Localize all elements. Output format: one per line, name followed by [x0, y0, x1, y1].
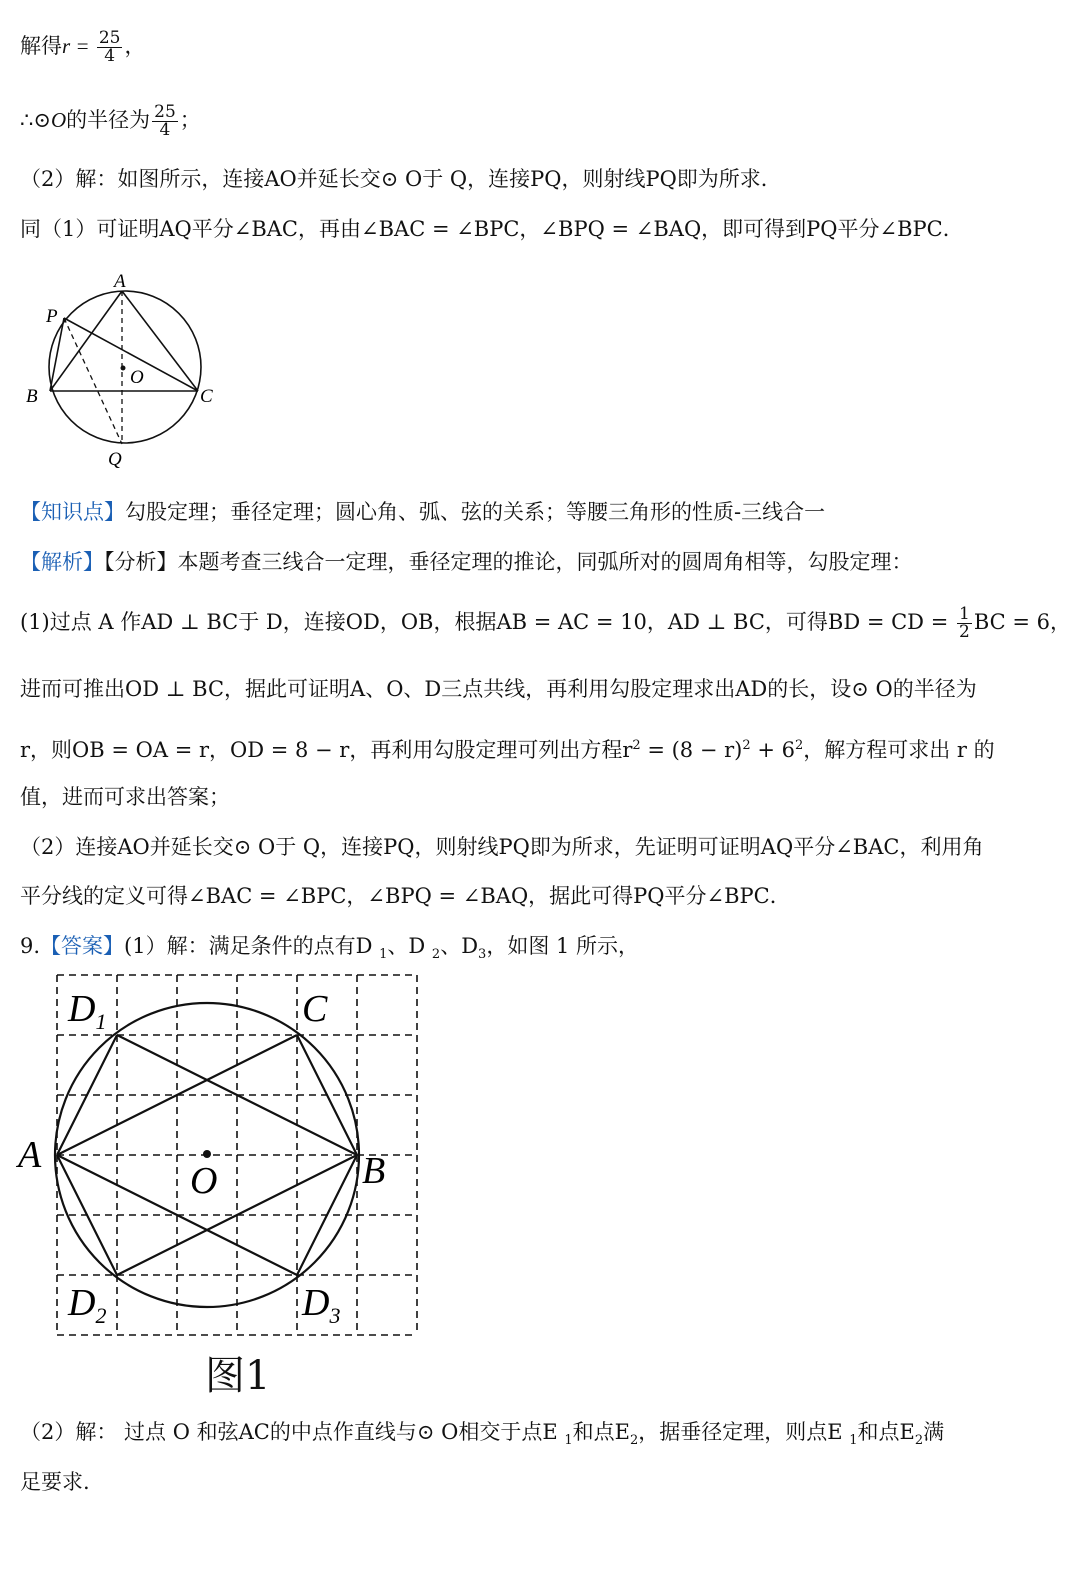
- line-radius: ∴⊙O的半径为 $\frac{25}{4}$ ；: [20, 102, 201, 140]
- fraction: $\frac{25}{4}$: [98, 28, 121, 66]
- label-D1: $D_1$: [68, 988, 107, 1034]
- fraction: $\frac{25}{4}$: [154, 102, 176, 140]
- label-O: O: [190, 1160, 218, 1202]
- label-C: C: [200, 386, 213, 407]
- line-r-value: 解得r = $\frac{25}{4}$ ，: [20, 28, 146, 66]
- label-Q: Q: [108, 449, 122, 470]
- label-C: C: [302, 988, 328, 1030]
- analysis-part1-line3: r，则OB = OA = r，OD = 8 − r，再利用勾股定理可列出方程$r^2 = (8 - r)^2 + 6^2$，解方程可求出 r 的: [20, 738, 995, 762]
- line-part2-proof: 同（1）可证明AQ平分∠BAC，再由∠BAC = ∠BPC，∠BPQ = ∠BAQ，即可得到PQ平分∠BPC．: [20, 217, 964, 241]
- circle-figure-1: [20, 268, 230, 474]
- figure-caption: 图1: [205, 1353, 271, 1399]
- label-P: P: [46, 306, 58, 327]
- label-B: B: [362, 1150, 386, 1192]
- question-9-part2-line1: （2）解： 过点 O 和弦AC的中点作直线与⊙ O相交于点E $_1$和点$E_2$，据垂径定理，则点E $_1$和点$E_2$满: [20, 1420, 945, 1449]
- analysis-part1-line2: 进而可推出OD ⊥ BC，据此可证明A、O、D三点共线，再利用勾股定理求出AD的长，设⊙ O的半径为: [20, 677, 977, 701]
- knowledge-points: 【知识点】勾股定理；垂径定理；圆心角、弧、弦的关系；等腰三角形的性质-三线合一: [20, 500, 826, 524]
- question-9-part2-line2: 足要求.: [20, 1470, 90, 1494]
- line-part2-solution: （2）解：如图所示，连接AO并延长交⊙ O于 Q，连接PQ，则射线PQ即为所求．: [20, 167, 782, 191]
- label-A: A: [18, 1134, 42, 1176]
- label-A: A: [114, 271, 126, 292]
- label-O: O: [130, 367, 144, 388]
- analysis-part1-line4: 值，进而可求出答案；: [20, 785, 230, 809]
- analysis-part2-line1: （2）连接AO并延长交⊙ O于 Q，连接PQ，则射线PQ即为所求，先证明可证明AQ平分∠BAC，利用角: [20, 835, 984, 859]
- label-B: B: [26, 386, 38, 407]
- analysis-header: 【解析】【分析】本题考查三线合一定理，垂径定理的推论，同弧所对的圆周角相等，勾股定理：: [20, 550, 913, 574]
- fraction: $\frac{1}{2}$: [958, 604, 970, 642]
- label-D3: $D_3$: [302, 1282, 341, 1328]
- question-9-answer: 9.【答案】(1）解：满足条件的点有D $_1$、D $_2$、$D_3$，如图 1 所示，: [20, 934, 640, 963]
- analysis-part2-line2: 平分线的定义可得∠BAC = ∠BPC，∠BPQ = ∠BAQ，据此可得PQ平分∠BPC．: [20, 884, 791, 908]
- label-D2: $D_2$: [68, 1282, 107, 1328]
- grid-circle-figure-2: [0, 965, 450, 1415]
- analysis-part1-line1: (1)过点 A 作AD ⊥ BC于 D，连接OD，OB，根据AB = AC = 10，AD ⊥ BC，可得BD = CD = $\frac{1}{2}$ BC = 6，: [20, 604, 1072, 642]
